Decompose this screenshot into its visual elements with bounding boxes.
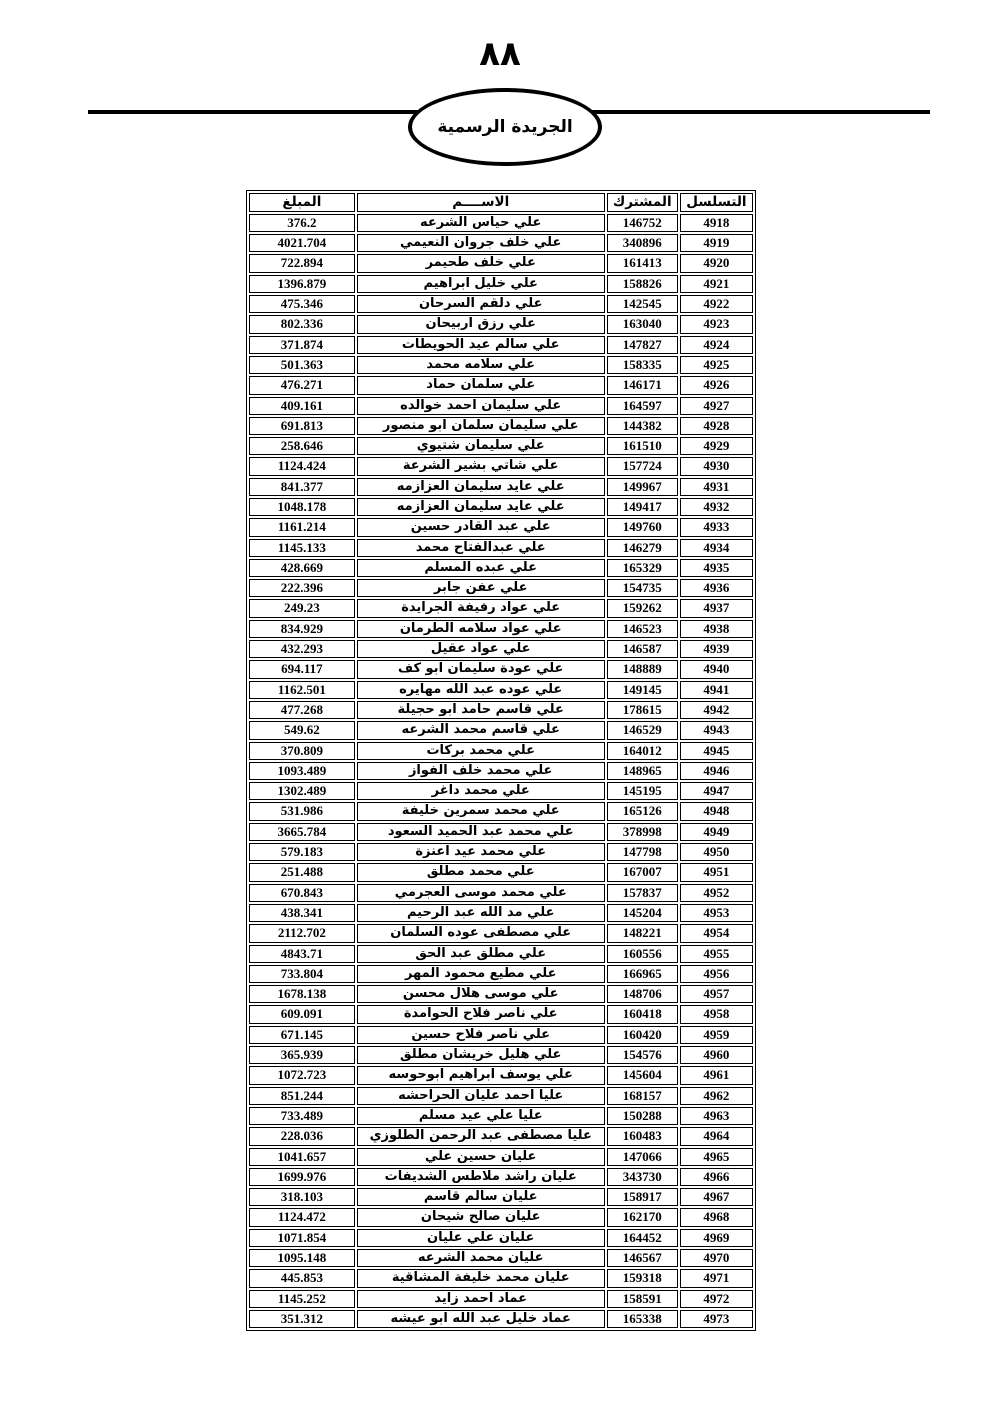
table-row — [249, 397, 753, 415]
serial-cell: 4949 — [680, 823, 753, 841]
name-cell: علي عواد رفيفة الجرايدة — [357, 599, 605, 617]
table-row — [249, 336, 753, 354]
name-cell: عليان حسين علي — [357, 1148, 605, 1166]
amount-cell: 428.669 — [249, 559, 355, 577]
amount-cell: 694.117 — [249, 660, 355, 678]
subscriber-cell: 167007 — [607, 863, 678, 881]
amount-cell: 475.346 — [249, 295, 355, 313]
serial-cell: 4943 — [680, 721, 753, 739]
serial-cell: 4957 — [680, 985, 753, 1003]
subscriber-cell: 165329 — [607, 559, 678, 577]
serial-cell: 4946 — [680, 762, 753, 780]
name-cell: عليان راشد ملاطس الشديفات — [357, 1168, 605, 1186]
amount-cell: 4843.71 — [249, 945, 355, 963]
name-cell: علي عواد سلامه الطرمان — [357, 620, 605, 638]
amount-cell: 501.363 — [249, 356, 355, 374]
table-row — [249, 965, 753, 983]
name-cell: علي عبدالفتاح محمد — [357, 539, 605, 557]
amount-cell: 3665.784 — [249, 823, 355, 841]
serial-cell: 4973 — [680, 1310, 753, 1328]
subscriber-cell: 146587 — [607, 640, 678, 658]
name-cell: علي مطيع محمود المهر — [357, 965, 605, 983]
subscriber-cell: 146279 — [607, 539, 678, 557]
table-row — [249, 1249, 753, 1267]
serial-cell: 4924 — [680, 336, 753, 354]
amount-cell: 1162.501 — [249, 681, 355, 699]
amount-cell: 1699.976 — [249, 1168, 355, 1186]
serial-cell: 4971 — [680, 1269, 753, 1287]
amount-cell: 1072.723 — [249, 1066, 355, 1084]
subscriber-cell: 147827 — [607, 336, 678, 354]
serial-cell: 4938 — [680, 620, 753, 638]
subscriber-cell: 154576 — [607, 1046, 678, 1064]
serial-cell: 4918 — [680, 214, 753, 232]
subscriber-cell: 159318 — [607, 1269, 678, 1287]
table-row — [249, 518, 753, 536]
subscriber-cell: 157724 — [607, 457, 678, 475]
serial-cell: 4972 — [680, 1290, 753, 1308]
serial-cell: 4941 — [680, 681, 753, 699]
amount-cell: 438.341 — [249, 904, 355, 922]
serial-cell: 4936 — [680, 579, 753, 597]
subscriber-cell: 160483 — [607, 1127, 678, 1145]
serial-cell: 4932 — [680, 498, 753, 516]
table-row — [249, 1087, 753, 1105]
name-cell: علي خلف طحيمر — [357, 254, 605, 272]
amount-cell: 258.646 — [249, 437, 355, 455]
serial-cell: 4926 — [680, 376, 753, 394]
subscriber-cell: 165126 — [607, 802, 678, 820]
subscriber-cell: 146567 — [607, 1249, 678, 1267]
table-row — [249, 1066, 753, 1084]
name-cell: علي قاسم حامد ابو حجيلة — [357, 701, 605, 719]
header-serial: التسلسل — [680, 193, 753, 212]
subscriber-cell: 146529 — [607, 721, 678, 739]
table-row — [249, 1188, 753, 1206]
name-cell: علي مصطفى عوده السلمان — [357, 924, 605, 942]
subscriber-cell: 158335 — [607, 356, 678, 374]
subscriber-cell: 158826 — [607, 275, 678, 293]
page-number: ٨٨ — [479, 36, 521, 73]
amount-cell: 4021.704 — [249, 234, 355, 252]
table-row — [249, 1290, 753, 1308]
amount-cell: 2112.702 — [249, 924, 355, 942]
serial-cell: 4928 — [680, 417, 753, 435]
table-row — [249, 254, 753, 272]
name-cell: علي سلامه محمد — [357, 356, 605, 374]
subscriber-cell: 340896 — [607, 234, 678, 252]
table-row — [249, 437, 753, 455]
table-row — [249, 945, 753, 963]
name-cell: علي عايد سليمان العزازمه — [357, 478, 605, 496]
amount-cell: 1071.854 — [249, 1229, 355, 1247]
table-row — [249, 863, 753, 881]
table-row — [249, 315, 753, 333]
subscriber-cell: 164597 — [607, 397, 678, 415]
amount-cell: 1041.657 — [249, 1148, 355, 1166]
table-row — [249, 539, 753, 557]
subscriber-cell: 161510 — [607, 437, 678, 455]
amount-cell: 1124.424 — [249, 457, 355, 475]
subscriber-cell: 148706 — [607, 985, 678, 1003]
table-row — [249, 1208, 753, 1226]
name-cell: عليا علي عيد مسلم — [357, 1107, 605, 1125]
amount-cell: 370.809 — [249, 742, 355, 760]
table-row — [249, 660, 753, 678]
header-amount: المبلغ — [249, 193, 355, 212]
name-cell: علي حياس الشرعه — [357, 214, 605, 232]
table-row — [249, 1269, 753, 1287]
amount-cell: 409.161 — [249, 397, 355, 415]
table-row — [249, 579, 753, 597]
amount-cell: 1396.879 — [249, 275, 355, 293]
name-cell: علي مطلق عبد الحق — [357, 945, 605, 963]
subscriber-cell: 157837 — [607, 884, 678, 902]
table-header-row — [249, 193, 753, 212]
serial-cell: 4940 — [680, 660, 753, 678]
amount-cell: 477.268 — [249, 701, 355, 719]
serial-cell: 4954 — [680, 924, 753, 942]
table-row — [249, 620, 753, 638]
name-cell: علي محمد سمرين خليفة — [357, 802, 605, 820]
amount-cell: 834.929 — [249, 620, 355, 638]
amount-cell: 1093.489 — [249, 762, 355, 780]
name-cell: علي عواد عقيل — [357, 640, 605, 658]
table-row — [249, 802, 753, 820]
amount-cell: 691.813 — [249, 417, 355, 435]
subscriber-cell: 146752 — [607, 214, 678, 232]
name-cell: علي رزق اربيحان — [357, 315, 605, 333]
table-row — [249, 1148, 753, 1166]
name-cell: علي سلمان حماد — [357, 376, 605, 394]
serial-cell: 4951 — [680, 863, 753, 881]
table-row — [249, 884, 753, 902]
subscriber-cell: 150288 — [607, 1107, 678, 1125]
amount-cell: 1145.133 — [249, 539, 355, 557]
subscriber-cell: 160556 — [607, 945, 678, 963]
name-cell: عليا مصطفى عبد الرحمن الطلوزي — [357, 1127, 605, 1145]
amount-cell: 671.145 — [249, 1026, 355, 1044]
subscriber-cell: 149417 — [607, 498, 678, 516]
serial-cell: 4925 — [680, 356, 753, 374]
serial-cell: 4967 — [680, 1188, 753, 1206]
amount-cell: 351.312 — [249, 1310, 355, 1328]
amount-cell: 1124.472 — [249, 1208, 355, 1226]
name-cell: علي سليمان سلمان ابو منصور — [357, 417, 605, 435]
amount-cell: 722.894 — [249, 254, 355, 272]
name-cell: علي عايد سليمان العزازمه — [357, 498, 605, 516]
table-row — [249, 742, 753, 760]
table-row — [249, 1127, 753, 1145]
subscriber-cell: 165338 — [607, 1310, 678, 1328]
table-row — [249, 782, 753, 800]
amount-cell: 841.377 — [249, 478, 355, 496]
amount-cell: 670.843 — [249, 884, 355, 902]
subscriber-cell: 161413 — [607, 254, 678, 272]
name-cell: علي خلف جروان النعيمي — [357, 234, 605, 252]
amount-cell: 365.939 — [249, 1046, 355, 1064]
table-row — [249, 681, 753, 699]
amount-cell: 1678.138 — [249, 985, 355, 1003]
name-cell: علي عفن جابر — [357, 579, 605, 597]
name-cell: علي سليمان شتيوي — [357, 437, 605, 455]
serial-cell: 4937 — [680, 599, 753, 617]
subscriber-cell: 142545 — [607, 295, 678, 313]
amount-cell: 1095.148 — [249, 1249, 355, 1267]
name-cell: علي عبد القادر حسين — [357, 518, 605, 536]
serial-cell: 4969 — [680, 1229, 753, 1247]
name-cell: علي عودة سليمان ابو كف — [357, 660, 605, 678]
amount-cell: 476.271 — [249, 376, 355, 394]
table-row — [249, 295, 753, 313]
amount-cell: 1048.178 — [249, 498, 355, 516]
amount-cell: 249.23 — [249, 599, 355, 617]
name-cell: علي محمد داغر — [357, 782, 605, 800]
serial-cell: 4952 — [680, 884, 753, 902]
subscriber-cell: 145204 — [607, 904, 678, 922]
name-cell: عليان صالح شيحان — [357, 1208, 605, 1226]
amount-cell: 579.183 — [249, 843, 355, 861]
serial-cell: 4921 — [680, 275, 753, 293]
subscriber-cell: 148221 — [607, 924, 678, 942]
table-row — [249, 599, 753, 617]
subscriber-cell: 149145 — [607, 681, 678, 699]
serial-cell: 4965 — [680, 1148, 753, 1166]
serial-cell: 4920 — [680, 254, 753, 272]
name-cell: علي يوسف ابراهيم ابوحوسه — [357, 1066, 605, 1084]
name-cell: علي عوده عبد الله مهايره — [357, 681, 605, 699]
serial-cell: 4968 — [680, 1208, 753, 1226]
table-body — [249, 214, 753, 1328]
serial-cell: 4950 — [680, 843, 753, 861]
amount-cell: 445.853 — [249, 1269, 355, 1287]
name-cell: عماد خليل عبد الله ابو عيشه — [357, 1310, 605, 1328]
serial-cell: 4927 — [680, 397, 753, 415]
serial-cell: 4959 — [680, 1026, 753, 1044]
subscribers-table — [246, 190, 756, 1331]
header-subscriber: المشترك — [607, 193, 678, 212]
table-row — [249, 762, 753, 780]
table-row — [249, 457, 753, 475]
serial-cell: 4963 — [680, 1107, 753, 1125]
serial-cell: 4939 — [680, 640, 753, 658]
subscriber-cell: 148965 — [607, 762, 678, 780]
serial-cell: 4934 — [680, 539, 753, 557]
serial-cell: 4929 — [680, 437, 753, 455]
table-row — [249, 1310, 753, 1328]
amount-cell: 318.103 — [249, 1188, 355, 1206]
table-row — [249, 640, 753, 658]
name-cell: علي موسى هلال محسن — [357, 985, 605, 1003]
serial-cell: 4948 — [680, 802, 753, 820]
subscriber-cell: 160418 — [607, 1005, 678, 1023]
serial-cell: 4961 — [680, 1066, 753, 1084]
serial-cell: 4960 — [680, 1046, 753, 1064]
name-cell: علي سالم عيد الحويطات — [357, 336, 605, 354]
serial-cell: 4942 — [680, 701, 753, 719]
subscriber-cell: 147066 — [607, 1148, 678, 1166]
serial-cell: 4922 — [680, 295, 753, 313]
table-row — [249, 701, 753, 719]
serial-cell: 4958 — [680, 1005, 753, 1023]
subscriber-cell: 149967 — [607, 478, 678, 496]
subscriber-cell: 178615 — [607, 701, 678, 719]
table-row — [249, 721, 753, 739]
serial-cell: 4923 — [680, 315, 753, 333]
amount-cell: 802.336 — [249, 315, 355, 333]
name-cell: عليان محمد الشرعه — [357, 1249, 605, 1267]
name-cell: علي ناصر فلاح حسين — [357, 1026, 605, 1044]
table-row — [249, 1046, 753, 1064]
amount-cell: 733.804 — [249, 965, 355, 983]
amount-cell: 228.036 — [249, 1127, 355, 1145]
serial-cell: 4966 — [680, 1168, 753, 1186]
gazette-banner-ellipse — [408, 88, 602, 166]
subscriber-cell: 149760 — [607, 518, 678, 536]
subscriber-cell: 154735 — [607, 579, 678, 597]
subscriber-cell: 160420 — [607, 1026, 678, 1044]
name-cell: علي محمد عيد اعنزة — [357, 843, 605, 861]
name-cell: علي سليمان احمد خوالده — [357, 397, 605, 415]
amount-cell: 549.62 — [249, 721, 355, 739]
subscriber-cell: 168157 — [607, 1087, 678, 1105]
subscriber-cell: 147798 — [607, 843, 678, 861]
table-row — [249, 417, 753, 435]
name-cell: عماد احمد زايد — [357, 1290, 605, 1308]
table-row — [249, 924, 753, 942]
subscriber-cell: 164012 — [607, 742, 678, 760]
serial-cell: 4935 — [680, 559, 753, 577]
serial-cell: 4970 — [680, 1249, 753, 1267]
table-row — [249, 478, 753, 496]
table-row — [249, 498, 753, 516]
subscriber-cell: 378998 — [607, 823, 678, 841]
amount-cell: 371.874 — [249, 336, 355, 354]
name-cell: علي محمد موسى العجرمي — [357, 884, 605, 902]
name-cell: علي محمد خلف الفواز — [357, 762, 605, 780]
amount-cell: 1302.489 — [249, 782, 355, 800]
subscriber-cell: 164452 — [607, 1229, 678, 1247]
header-name: الاســــم — [357, 193, 605, 212]
amount-cell: 531.986 — [249, 802, 355, 820]
name-cell: علي دلقم السرحان — [357, 295, 605, 313]
name-cell: علي قاسم محمد الشرعه — [357, 721, 605, 739]
table-row — [249, 904, 753, 922]
name-cell: عليان محمد خليفة المشاقية — [357, 1269, 605, 1287]
amount-cell: 733.489 — [249, 1107, 355, 1125]
amount-cell: 1161.214 — [249, 518, 355, 536]
subscriber-cell: 159262 — [607, 599, 678, 617]
subscriber-cell: 343730 — [607, 1168, 678, 1186]
subscriber-cell: 158917 — [607, 1188, 678, 1206]
table-row — [249, 823, 753, 841]
table-row — [249, 1005, 753, 1023]
name-cell: عليان علي عليان — [357, 1229, 605, 1247]
amount-cell: 851.244 — [249, 1087, 355, 1105]
subscriber-cell: 163040 — [607, 315, 678, 333]
table-row — [249, 214, 753, 232]
subscriber-cell: 146171 — [607, 376, 678, 394]
subscriber-cell: 145604 — [607, 1066, 678, 1084]
subscriber-cell: 145195 — [607, 782, 678, 800]
name-cell: علي محمد عبد الحميد السعود — [357, 823, 605, 841]
subscriber-cell: 144382 — [607, 417, 678, 435]
subscriber-cell: 162170 — [607, 1208, 678, 1226]
table-row — [249, 843, 753, 861]
table-row — [249, 559, 753, 577]
table-row — [249, 985, 753, 1003]
amount-cell: 376.2 — [249, 214, 355, 232]
table-row — [249, 234, 753, 252]
name-cell: عليا احمد عليان الحراحشه — [357, 1087, 605, 1105]
serial-cell: 4931 — [680, 478, 753, 496]
serial-cell: 4930 — [680, 457, 753, 475]
table-row — [249, 1026, 753, 1044]
amount-cell: 222.396 — [249, 579, 355, 597]
serial-cell: 4964 — [680, 1127, 753, 1145]
subscriber-cell: 166965 — [607, 965, 678, 983]
amount-cell: 251.488 — [249, 863, 355, 881]
serial-cell: 4947 — [680, 782, 753, 800]
table-row — [249, 1168, 753, 1186]
amount-cell: 609.091 — [249, 1005, 355, 1023]
table-row — [249, 356, 753, 374]
serial-cell: 4919 — [680, 234, 753, 252]
name-cell: علي مد الله عبد الرحيم — [357, 904, 605, 922]
amount-cell: 432.293 — [249, 640, 355, 658]
serial-cell: 4962 — [680, 1087, 753, 1105]
table-row — [249, 275, 753, 293]
serial-cell: 4953 — [680, 904, 753, 922]
name-cell: علي ناصر فلاح الحوامدة — [357, 1005, 605, 1023]
table-row — [249, 1229, 753, 1247]
name-cell: علي خليل ابراهيم — [357, 275, 605, 293]
gazette-banner-title: الجريدة الرسمية — [437, 117, 573, 137]
serial-cell: 4955 — [680, 945, 753, 963]
table-row — [249, 376, 753, 394]
serial-cell: 4933 — [680, 518, 753, 536]
amount-cell: 1145.252 — [249, 1290, 355, 1308]
name-cell: علي محمد بركات — [357, 742, 605, 760]
subscriber-cell: 148889 — [607, 660, 678, 678]
name-cell: علي محمد مطلق — [357, 863, 605, 881]
name-cell: علي شاتي بشير الشرعة — [357, 457, 605, 475]
name-cell: علي هليل خريشان مطلق — [357, 1046, 605, 1064]
serial-cell: 4956 — [680, 965, 753, 983]
name-cell: علي عبده المسلم — [357, 559, 605, 577]
subscriber-cell: 146523 — [607, 620, 678, 638]
name-cell: عليان سالم قاسم — [357, 1188, 605, 1206]
serial-cell: 4945 — [680, 742, 753, 760]
subscriber-cell: 158591 — [607, 1290, 678, 1308]
table-row — [249, 1107, 753, 1125]
